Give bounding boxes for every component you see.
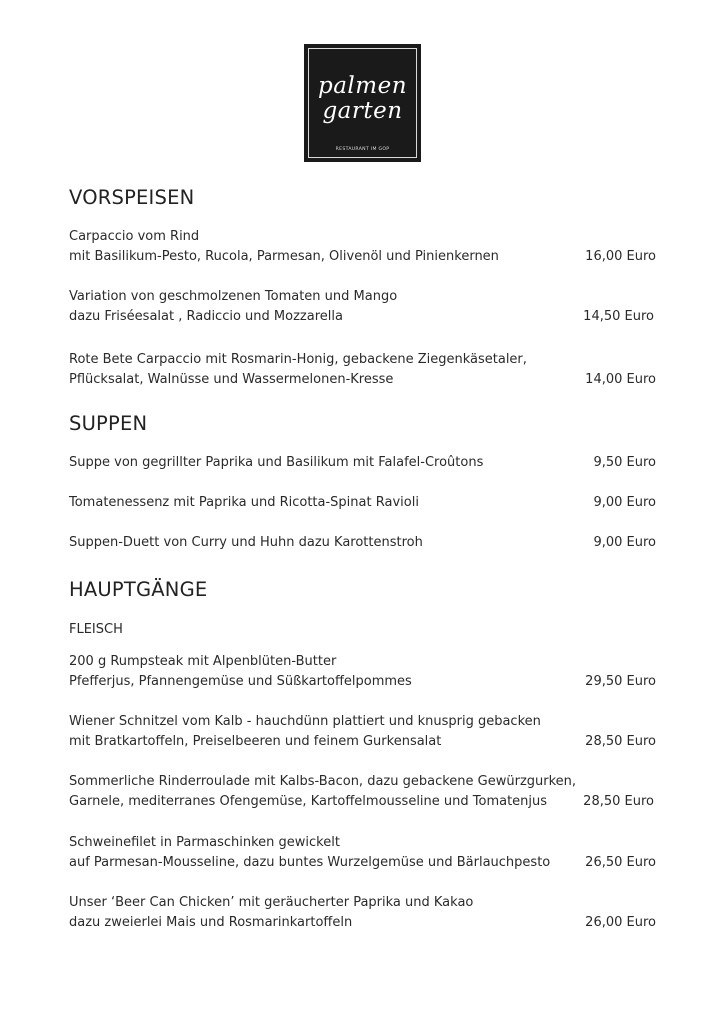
dish-line-1: Rote Bete Carpaccio mit Rosmarin-Honig, gebackene Ziegenkäsetaler, <box>69 352 527 367</box>
dish-line-1: Suppe von gegrillter Paprika und Basilikum mit Falafel-Croûtons <box>69 455 484 470</box>
dish-line-2: dazu zweierlei Mais und Rosmarinkartoffeln <box>69 915 353 930</box>
dish-line-2: Pfefferjus, Pfannengemüse und Süßkartoffelpommes <box>69 674 412 689</box>
dish-price: 14,50 Euro <box>583 309 654 324</box>
dish-line-2: Pflücksalat, Walnüsse und Wassermelonen-Kresse <box>69 372 394 387</box>
dish-line-1: Schweinefilet in Parmaschinken gewickelt <box>69 835 340 850</box>
dish-line-2: mit Basilikum-Pesto, Rucola, Parmesan, Olivenöl und Pinienkernen <box>69 249 499 264</box>
dish-line-2: mit Bratkartoffeln, Preiselbeeren und feinem Gurkensalat <box>69 734 442 749</box>
logo-word-garten: garten <box>322 98 403 124</box>
dish-line-2: Garnele, mediterranes Ofengemüse, Kartoffelmousseline und Tomatenjus <box>69 794 548 809</box>
dish-line-1: Variation von geschmolzenen Tomaten und Mango <box>69 289 398 304</box>
dish-price: 9,00 Euro <box>593 495 656 510</box>
logo-tagline: RESTAURANT IM GOP <box>335 147 390 152</box>
dish-price: 16,00 Euro <box>585 249 656 264</box>
section-title-hauptgaenge: HAUPTGÄNGE <box>69 578 208 601</box>
dish-line-1: Suppen-Duett von Curry und Huhn dazu Karottenstroh <box>69 535 423 550</box>
dish-line-1: 200 g Rumpsteak mit Alpenblüten-Butter <box>69 654 337 669</box>
logo-word-palmen: palmen <box>317 73 408 99</box>
subsection-title-fleisch: FLEISCH <box>69 622 123 637</box>
dish-line-1: Wiener Schnitzel vom Kalb - hauchdünn plattiert und knusprig gebacken <box>69 714 541 729</box>
dish-price: 28,50 Euro <box>583 794 654 809</box>
dish-price: 28,50 Euro <box>585 734 656 749</box>
dish-line-1: Carpaccio vom Rind <box>69 229 200 244</box>
dish-price: 9,00 Euro <box>593 535 656 550</box>
section-title-suppen: SUPPEN <box>69 412 148 435</box>
dish-price: 9,50 Euro <box>593 455 656 470</box>
dish-line-1: Sommerliche Rinderroulade mit Kalbs-Bacon, dazu gebackene Gewürzgurken, <box>69 774 577 789</box>
dish-price: 29,50 Euro <box>585 674 656 689</box>
dish-price: 26,50 Euro <box>585 855 656 870</box>
dish-price: 26,00 Euro <box>585 915 656 930</box>
dish-price: 14,00 Euro <box>585 372 656 387</box>
dish-line-1: Tomatenessenz mit Paprika und Ricotta-Spinat Ravioli <box>69 495 419 510</box>
dish-line-1: Unser ‘Beer Can Chicken’ mit geräucherter Paprika und Kakao <box>69 895 474 910</box>
dish-line-2: dazu Friséesalat , Radiccio und Mozzarella <box>69 309 343 324</box>
restaurant-logo <box>304 44 421 162</box>
section-title-vorspeisen: VORSPEISEN <box>69 186 195 209</box>
dish-line-2: auf Parmesan-Mousseline, dazu buntes Wurzelgemüse und Bärlauchpesto <box>69 855 551 870</box>
